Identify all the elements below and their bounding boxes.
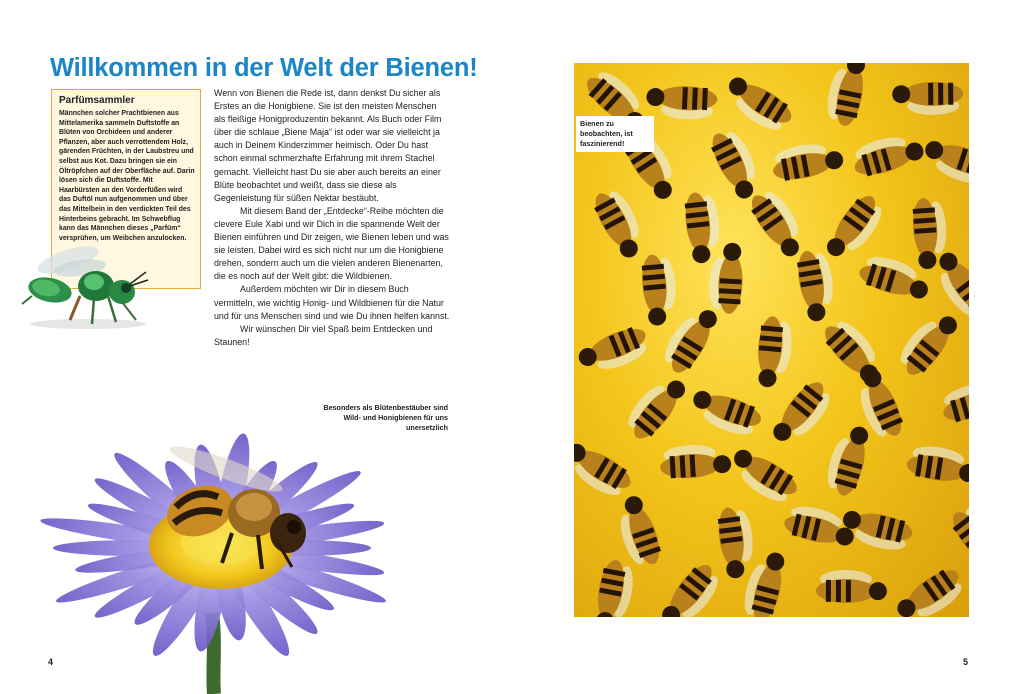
body-paragraph: Wir wünschen Dir viel Spaß beim Entdecken und Staunen! bbox=[214, 323, 433, 347]
hive-photo-caption: Bienen zu beobachten, ist faszinierend! bbox=[576, 116, 654, 152]
body-paragraph: Außerdem möchten wir Dir in diesem Buch vermitteln, wie wichtig Honig- und Wildbienen für die Natur und für uns Menschen sind und wie Du ihnen helfen kannst. bbox=[214, 284, 450, 321]
body-paragraph: Mit diesem Band der „Entdecke“-Reihe möchten die clevere Eule Xabi und wir Dich in die spannende Welt der Bienen einführen und Dir zeigen, wie Bienen leben und was sie leisten. Dabei wird es sich nicht nur um die Honigbiene drehen, sondern auch um die vielen anderen Bienenarten, die es noch auf der Welt gibt: die Wildbienen. bbox=[214, 205, 449, 282]
sidebar-text: Männchen solcher Prachtbienen aus Mittelamerika sammeln Duftstoffe an Blüten von Orchideen und anderer Pflanzen, aber auch verrottendem Holz, gärenden Früchten, in der Laubstreu und selbst aus Kot. Dazu bringen sie ein Öltröpfchen auf der Oberfläche auf. Darin lösen sich die Duftstoffe. Mit Haarbürsten an den Vorderfüßen wird das Duftöl nun aufgenommen und über das Mittelbein in den verdickten Teil des Hinterbeins gebracht. Im Schwebflug kann das Männchen dieses „Parfüm“ versprühen, um Weibchen anzulocken. bbox=[59, 110, 195, 242]
page-title: Willkommen in der Welt der Bienen! bbox=[50, 54, 478, 82]
bee-on-flower-image bbox=[16, 393, 468, 694]
intro-body-text bbox=[214, 87, 450, 349]
sidebar-heading: Parfümsammler bbox=[59, 95, 135, 106]
page-number-right: 5 bbox=[963, 657, 969, 667]
body-paragraph: Wenn von Bienen die Rede ist, dann denkst Du sicher als Erstes an die Honigbiene. Sie ist den meisten Menschen als fleißige Honigproduzentin bekannt. Als Buch oder Film über die schlaue „Biene Maja“ ist oder war sie vielleicht ja auch in Deinem Kinderzimmer heimisch. Oder Du hast schon einmal schmerzhafte Erfahrung mit ihrem Stachel gemacht. Vielleicht hast Du sie aber auch bereits an einer Blüte beobachtet und weißt, dass sie diese als Gegenleistung für süßen Nektar bestäubt. bbox=[214, 88, 442, 203]
flower-photo-caption: Besonders als Blütenbestäuber sind Wild- und Honigbienen für uns unersetzlich bbox=[323, 403, 448, 432]
page-number-left: 4 bbox=[48, 657, 54, 667]
orchid-bee-image bbox=[18, 238, 160, 332]
